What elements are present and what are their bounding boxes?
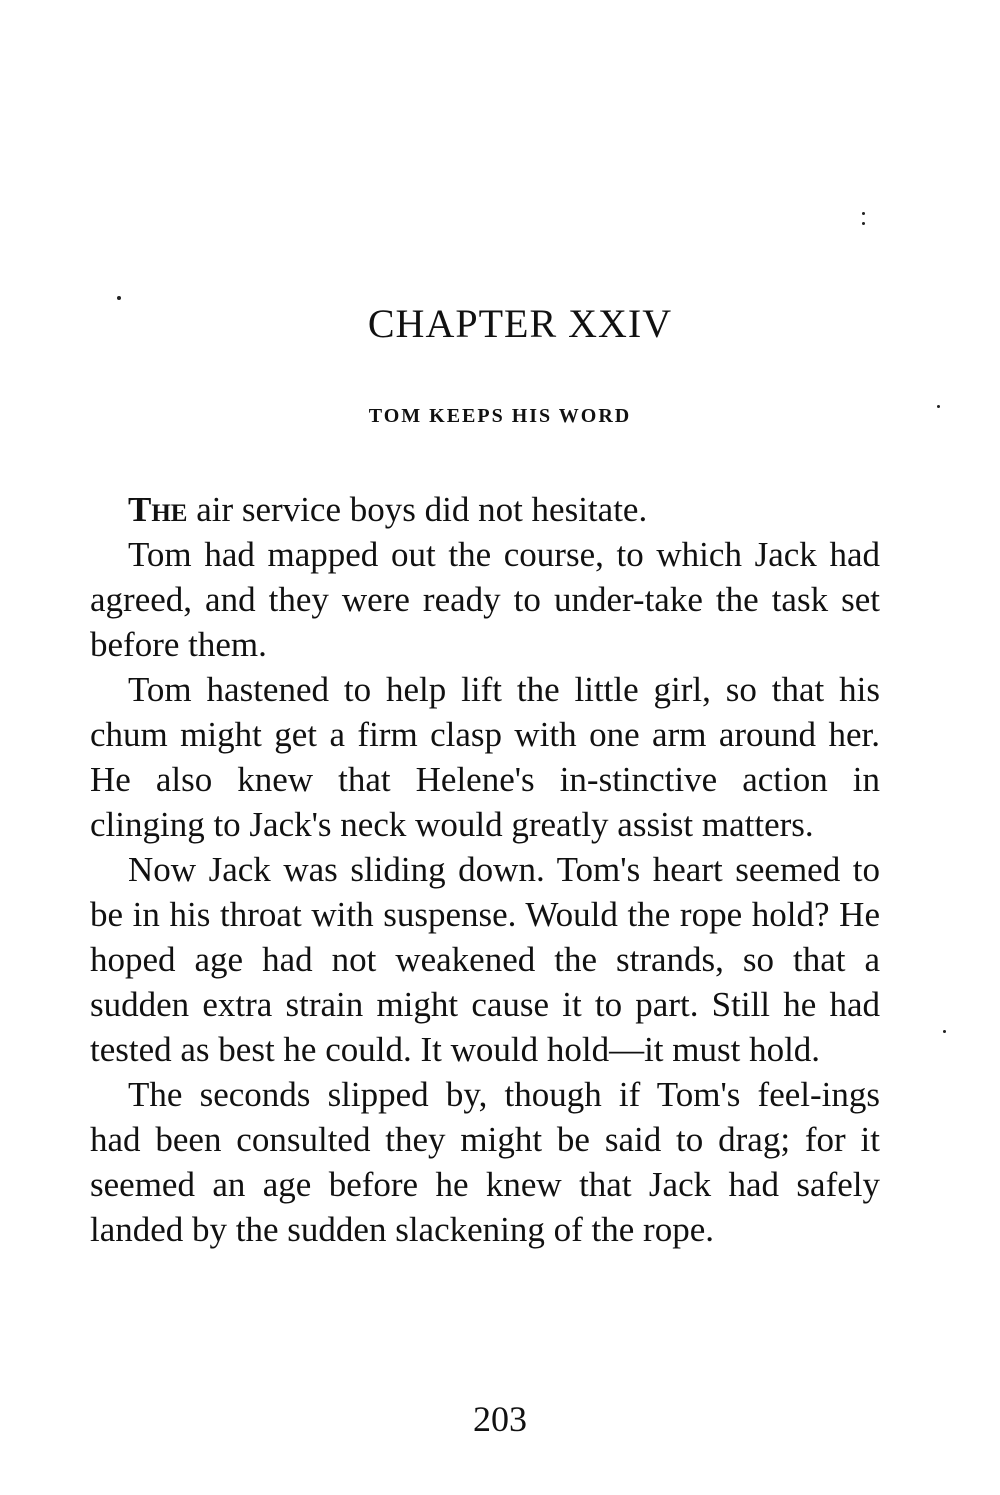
- chapter-body: [90, 487, 880, 1252]
- paragraph-text: Tom hastened to help lift the little girl, so that his chum might get a firm clasp with one arm around her. He also knew that Helene's in-stinctive action in clinging to Jack's neck would greatly assist matters.: [90, 670, 880, 844]
- paragraph-lead: The: [128, 490, 188, 529]
- paragraph: [90, 487, 880, 532]
- paragraph-text: air service boys did not hesitate.: [187, 490, 648, 529]
- print-speck: [937, 405, 940, 408]
- page-number: 203: [473, 1399, 527, 1439]
- chapter-title: TOM KEEPS HIS WORD: [368, 405, 632, 427]
- paragraph-text: Now Jack was sliding down. Tom's heart seemed to be in his throat with suspense. Would the rope hold? He hoped age had not weakened the strands, so that a sudden extra strain might cause it to part. Still he had tested as best he could. It would hold—it must hold.: [90, 850, 880, 1069]
- paragraph: [90, 847, 880, 1072]
- print-speck: [943, 1030, 946, 1033]
- print-speck: [117, 296, 121, 300]
- paragraph: [90, 667, 880, 847]
- print-speck: [862, 222, 865, 225]
- paragraph-text: Tom had mapped out the course, to which Jack had agreed, and they were ready to under-take the task set before them.: [90, 535, 880, 664]
- chapter-heading: CHAPTER XXIV: [367, 301, 673, 346]
- paragraph-text: The seconds slipped by, though if Tom's feel-ings had been consulted they might be said to drag; for it seemed an age before he knew that Jack had safely landed by the sudden slackening of the rope.: [90, 1075, 880, 1249]
- paragraph: [90, 1072, 880, 1252]
- paragraph: [90, 532, 880, 667]
- print-speck: [862, 212, 865, 215]
